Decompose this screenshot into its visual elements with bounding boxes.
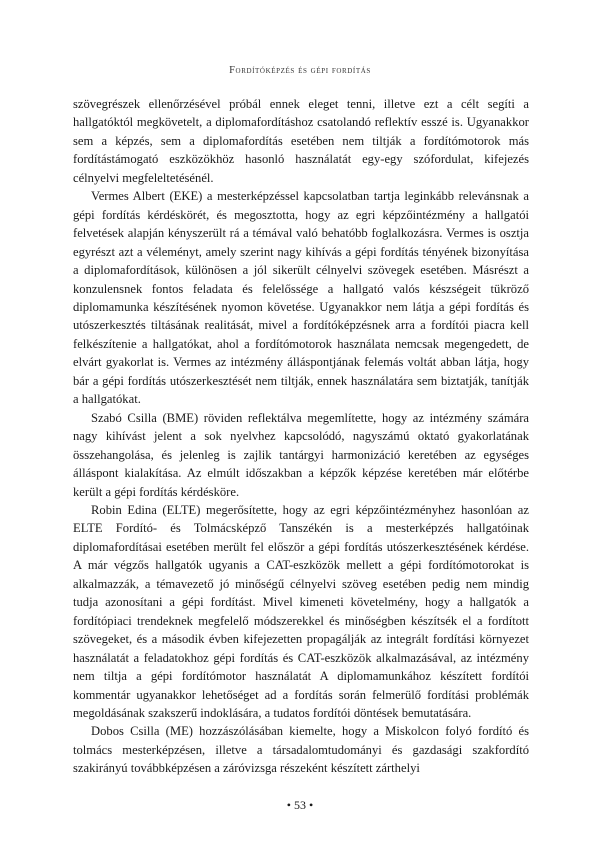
body-text xyxy=(73,95,529,778)
running-head: Fordítóképzés és gépi fordítás xyxy=(229,65,371,76)
paragraph: Vermes Albert (EKE) a mesterképzéssel kapcsolatban tartja leginkább relevánsnak a gépi fordítás kérdéskörét, és megosztotta, hogy az egri képzőintézmény a hallgatói felvetések alapján kényszerült rá a témával való behatóbb foglalkozásra. Vermes is osztja egyrészt azt a véleményt, amely szerint nagy kihívás a gépi fordítás tényének bizonyítása a diplomafordítások, különösen a jól sikerült célnyelvi szövegek esetében. Másrészt a konzulensnek fontos feladata és felelőssége a hallgató valós készségeit tükröző diplomamunka készítésének nyomon követése. Ugyanakkor nem látja a gépi fordítás és utószerkesztés tiltásának realitását, mivel a fordítóképzésnek arra a fordítói piacra kell felkészítenie a hallgatókat, ahol a fordítómotorok használata nemcsak megengedett, de elvárt gyakorlat is. Vermes az intézmény álláspontjának felemás voltát abban látja, hogy bár a gépi fordítás utószerkesztését nem tiltják, ennek használatára sem biztatják, tanítják a hallgatókat. xyxy=(73,189,529,407)
paragraph: Szabó Csilla (BME) röviden reflektálva megemlítette, hogy az intézmény számára nagy kihívást jelent a sok nyelvhez kapcsolódó, nagyszámú oktató gyakorlatának összehangolása, és jelenleg is zajlik tantárgyi harmonizáció keretében az egységes álláspont kialakítása. Az elmúlt időszakban a képzők képzése keretében már előtérbe került a gépi fordítás kérdésköre. xyxy=(73,410,529,499)
paragraph: Dobos Csilla (ME) hozzászólásában kiemelte, hogy a Miskolcon folyó fordító és tolmács mesterképzésen, illetve a társadalomtudományi és gazdasági szakfordító szakirányú továbbképzésen a záróvizsga részeként készített zárthelyi xyxy=(73,724,529,776)
page-number: • 53 • xyxy=(286,798,314,812)
paragraph: szövegrészek ellenőrzésével próbál ennek eleget tenni, illetve ezt a célt segíti a hallgatóktól megkövetelt, a diplomafordításhoz csatolandó reflektív esszé is. Ugyanakkor sem a képzés, sem a diplomafordítás esetében nem tiltják a fordítómotorok más fordítástámogató eszközökhöz hasonló használatát egy-egy szófordulat, kifejezés célnyelvi megfeleltetésénél. xyxy=(73,97,529,185)
paragraph: Robin Edina (ELTE) megerősítette, hogy az egri képzőintézményhez hasonlóan az ELTE Fordító- és Tolmácsképző Tanszékén is a mesterképzés hallgatóinak diplomafordításai esetében merült fel először a gépi fordítás utószerkesztésének kérdése. A már végzős hallgatók ugyanis a CAT-eszközök mellett a gépi fordítómotorokat is alkalmazzák, a témavezető jó minőségű célnyelvi szöveg esetében pedig nem mindig tudja azonosítani a gépi fordítást. Mivel kimeneti követelmény, hogy a hallgatók a fordítópiaci trendeknek megfelelő módszerekkel és minőségben készítsék el a fordított szövegeket, és a második évben kifejezetten propagálják az integrált fordítási környezet használatát a feladatokhoz gépi fordítás és CAT-eszközök alkalmazásával, az intézmény nem tiltja a gépi fordítómotor használatát A diplomamunkához készített fordítói kommentár ugyanakkor lehetőséget ad a fordítás során felmerülő fordítási problémák megoldásának szakszerű indoklására, a tudatos fordítói döntések bemutatására. xyxy=(73,502,529,720)
